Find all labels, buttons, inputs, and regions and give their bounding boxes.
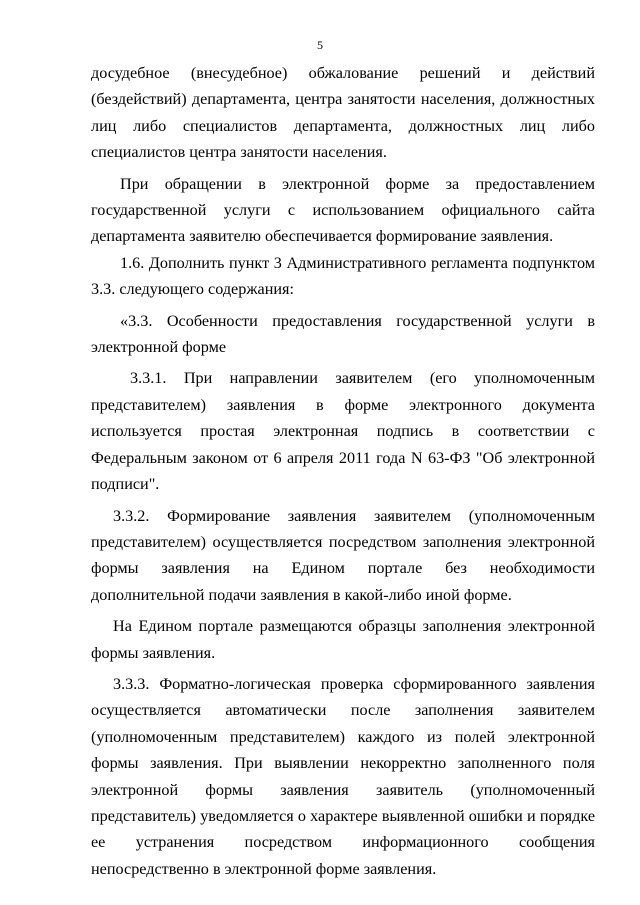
paragraph-3-3-2: 3.3.2. Формирование заявления заявителем (уполномоченным представителем) осуществляется посредством заполнения электронной формы заявления на Едином портале без необходимости дополнительной подачи заявления в какой-либо иной форме. [91,506,595,604]
document-body [91,60,595,882]
paragraph-electronic-application: При обращении в электронной форме за предоставлением государственной услуги с использованием официального сайта департамента заявителю обеспечивается формирование заявления. [91,174,595,246]
page-number: 5 [317,38,323,52]
paragraph-3-3-1: 3.3.1. При направлении заявителем (его уполномоченным представителем) заявления в форме электронного документа используется простая электронная подпись в соответствии с Федеральным законом от 6 апреля 2011 года N 63-ФЗ "Об электронной подписи". [91,369,595,494]
paragraph-appeal-continuation: досудебное (внесудебное) обжалование решений и действий (бездействий) департамента, центра занятости населения, должностных лиц либо специалистов департамента, должностных лиц либо специалистов центра занятости населения. [91,64,595,162]
paragraph-amendment-1-6: 1.6. Дополнить пункт 3 Административного регламента подпунктом 3.3. следующего содержания: [91,253,595,299]
paragraph-samples: На Едином портале размещаются образцы заполнения электронной формы заявления. [91,617,595,662]
paragraph-section-3-3-heading: «3.3. Особенности предоставления государственной услуги в электронной форме [91,311,595,357]
paragraph-3-3-3: 3.3.3. Форматно-логическая проверка сформированного заявления осуществляется автоматически после заполнения заявителем (уполномоченным представителем) каждого из полей электронной формы заявления. При выявлении некорректно заполненного поля электронной формы заявления заявитель (уполномоченный представитель) уведомляется о характере выявленной ошибки и порядке ее устранения посредством информационного сообщения непосредственно в электронной форме заявления. [91,674,595,878]
